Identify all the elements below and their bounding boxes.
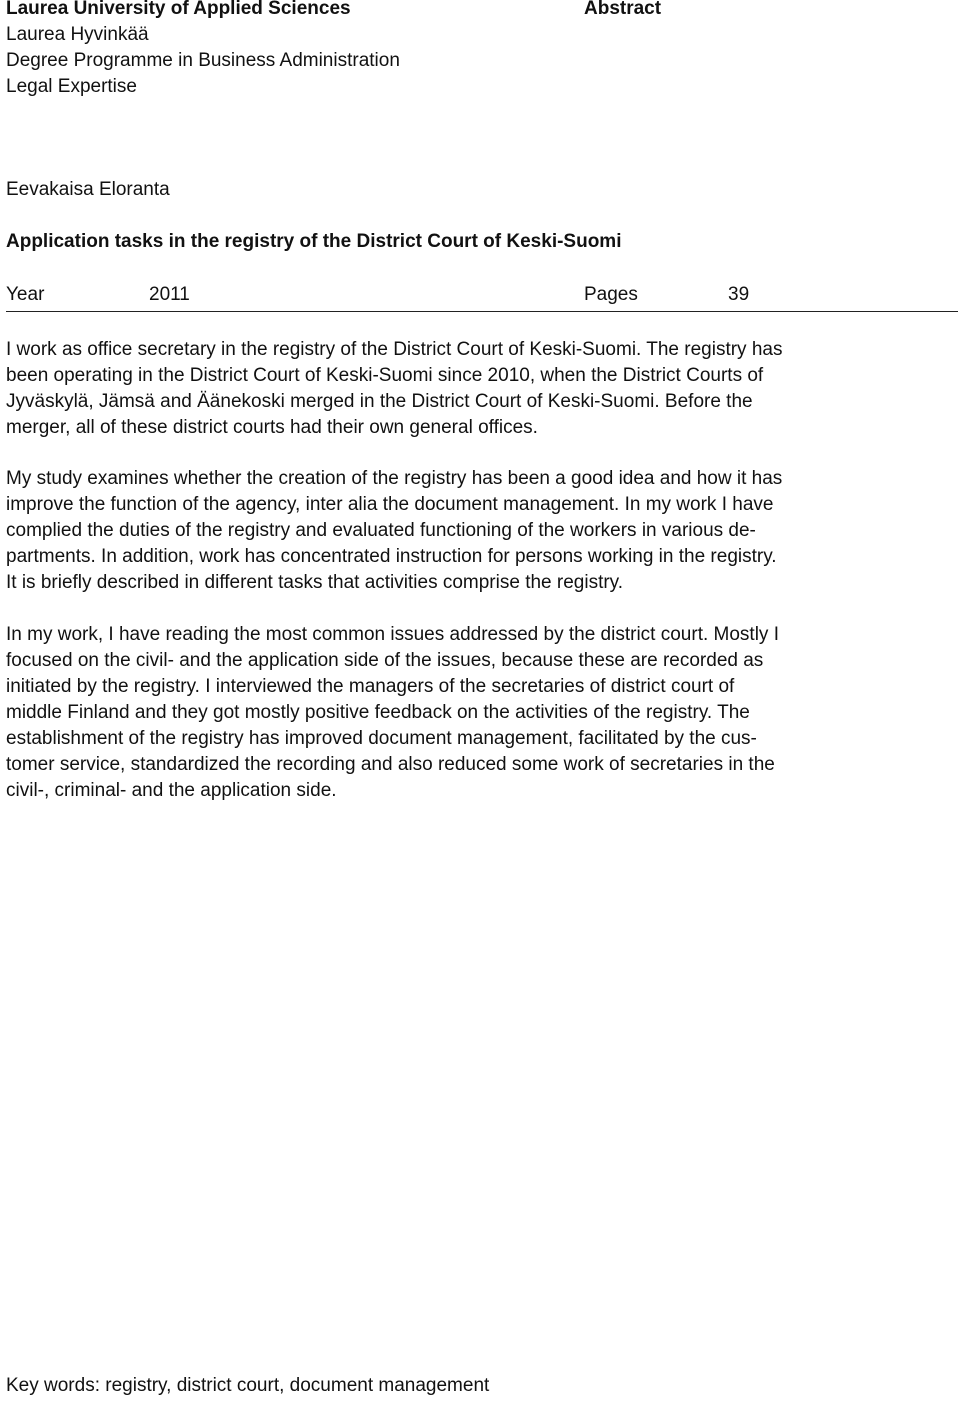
text-line: focused on the civil- and the application side of the issues, because these are recorded as — [6, 650, 764, 671]
text-line: My study examines whether the creation of the registry has been a good idea and how it has — [6, 468, 783, 489]
document-type: Abstract — [584, 0, 662, 19]
year-value: 2011 — [149, 284, 190, 305]
author-name: Eevakaisa Eloranta — [6, 179, 170, 200]
institution-name: Laurea University of Applied Sciences — [6, 0, 351, 19]
text-line: tomer service, standardized the recording and also reduced some work of secretaries in the — [6, 754, 775, 775]
thesis-title: Application tasks in the registry of the District Court of Keski-Suomi — [6, 231, 622, 252]
pages-label: Pages — [584, 284, 638, 305]
year-label: Year — [6, 284, 45, 305]
divider-line — [6, 311, 958, 312]
text-line: Jyväskylä, Jämsä and Äänekoski merged in the District Court of Keski-Suomi. Before the — [6, 391, 753, 412]
text-line: establishment of the registry has improved document management, facilitated by the cus- — [6, 728, 757, 749]
text-line: middle Finland and they got mostly positive feedback on the activities of the registry. The — [6, 702, 750, 723]
text-line: In my work, I have reading the most common issues addressed by the district court. Mostly I — [6, 624, 779, 645]
text-line: civil-, criminal- and the application side. — [6, 780, 337, 801]
campus-name: Laurea Hyvinkää — [6, 24, 149, 45]
text-line: complied the duties of the registry and evaluated functioning of the workers in various de- — [6, 520, 756, 541]
abstract-paragraph-3 — [6, 622, 950, 804]
text-line: improve the function of the agency, inter alia the document management. In my work I have — [6, 494, 774, 515]
abstract-paragraph-2 — [6, 466, 950, 596]
text-line: been operating in the District Court of Keski-Suomi since 2010, when the District Courts of — [6, 365, 764, 386]
text-line: initiated by the registry. I interviewed the managers of the secretaries of district court of — [6, 676, 735, 697]
text-line: merger, all of these district courts had their own general offices. — [6, 417, 538, 438]
abstract-paragraph-1 — [6, 337, 950, 441]
keywords: Key words: registry, district court, document management — [6, 1375, 490, 1396]
specialisation: Legal Expertise — [6, 76, 137, 97]
text-line: It is briefly described in different tasks that activities comprise the registry. — [6, 572, 624, 593]
text-line: I work as office secretary in the registry of the District Court of Keski-Suomi. The registry has — [6, 339, 783, 360]
text-line: partments. In addition, work has concentrated instruction for persons working in the registry. — [6, 546, 777, 567]
pages-value: 39 — [728, 284, 750, 305]
degree-programme: Degree Programme in Business Administration — [6, 50, 400, 71]
